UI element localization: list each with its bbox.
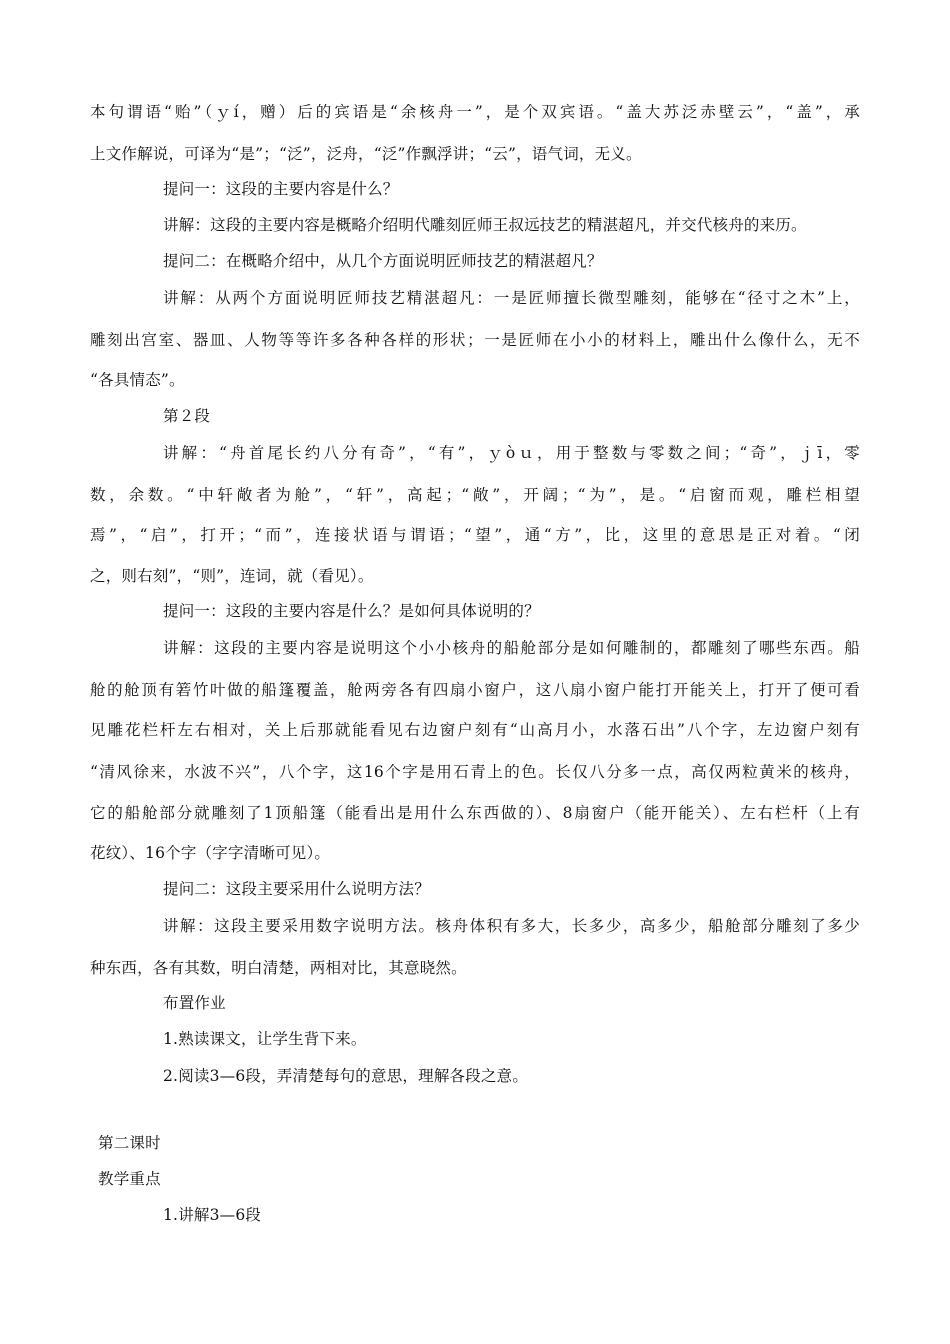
- explanation-line: 花纹）、16个字（字字清晰可见）。: [90, 844, 331, 862]
- explanation-line: 见雕花栏杆左右相对，关上后那就能看见右边窗户刻有“山高月小，水落石出”八个字，左边窗户刻有: [90, 721, 860, 739]
- lesson-heading: 第二课时: [98, 1134, 161, 1152]
- homework-item: 2.阅读3—6段，弄清楚每句的意思，理解各段之意。: [163, 1067, 529, 1085]
- question-line: 提问二：在概略介绍中，从几个方面说明匠师技艺的精湛超凡？: [163, 252, 603, 270]
- explanation-line: 舱的舱顶有箬竹叶做的船篷覆盖，舱两旁各有四扇小窗户，这八扇小窗户能打开能关上，打开了便可看: [90, 681, 860, 699]
- explanation-line: 它的船舱部分就雕刻了1顶船篷（能看出是用什么东西做的）、8扇窗户（能开能关）、左右栏杆（上有: [90, 804, 860, 822]
- body-text-line: 上文作解说，可译为“是”；“泛”，泛舟，“泛”作飘浮讲；“云”，语气词，无义。: [90, 145, 642, 163]
- explanation-line: 数，余数。“中轩敞者为舱”，“轩”，高起；“敞”，开阔；“为”，是。“启窗而观，雕栏相望: [90, 486, 860, 504]
- explanation-line: 之，则右刻”，“则”，连词，就（看见）。: [90, 567, 374, 585]
- explanation-line: 种东西，各有其数，明白清楚，两相对比，其意晓然。: [90, 959, 467, 977]
- question-line: 提问一：这段的主要内容是什么？: [163, 180, 399, 198]
- question-line: 提问二：这段主要采用什么说明方法？: [163, 880, 430, 898]
- explanation-line: 讲解：从两个方面说明匠师技艺精湛超凡：一是匠师擅长微型雕刻，能够在“径寸之木”上，: [163, 289, 860, 307]
- homework-heading: 布置作业: [163, 994, 226, 1012]
- explanation-line: 讲解：这段的主要内容是说明这个小小核舟的船舱部分是如何雕制的，都雕刻了哪些东西。船: [163, 639, 860, 657]
- explanation-line: 焉”，“启”，打开；“而”，连接状语与谓语；“望”，通“方”，比，这里的意思是正对着。“闭: [90, 526, 860, 544]
- explanation-line: 讲解：这段主要采用数字说明方法。核舟体积有多大，长多少，高多少，船舱部分雕刻了多少: [163, 917, 860, 935]
- body-text-line: 本句谓语“贻”（ｙí，赠）后的宾语是“余核舟一”，是个双宾语。“盖大苏泛赤壁云”，“盖”，承: [90, 103, 860, 121]
- explanation-line: 雕刻出宫室、器皿、人物等等许多各种各样的形状；一是匠师在小小的材料上，雕出什么像什么，无不: [90, 331, 860, 349]
- explanation-line: 讲解：这段的主要内容是概略介绍明代雕刻匠师王叔远技艺的精湛超凡，并交代核舟的来历。: [163, 216, 807, 234]
- question-line: 提问一：这段的主要内容是什么？是如何具体说明的？: [163, 602, 540, 620]
- explanation-line: 讲解：“舟首尾长约八分有奇”，“有”，ｙòｕ，用于整数与零数之间；“奇”，ｊī，零: [163, 444, 860, 462]
- teaching-focus-heading: 教学重点: [98, 1170, 161, 1188]
- section-heading: 第２段: [163, 407, 211, 425]
- explanation-line: “各具情态”。: [90, 371, 185, 389]
- homework-item: 1.熟读课文，让学生背下来。: [163, 1030, 367, 1048]
- explanation-line: “清风徐来，水波不兴”，八个字，这16个字是用石青上的色。长仅八分多一点，高仅两粒黄米的核舟，: [90, 763, 860, 781]
- teaching-focus-item: 1.讲解3—6段: [163, 1206, 262, 1224]
